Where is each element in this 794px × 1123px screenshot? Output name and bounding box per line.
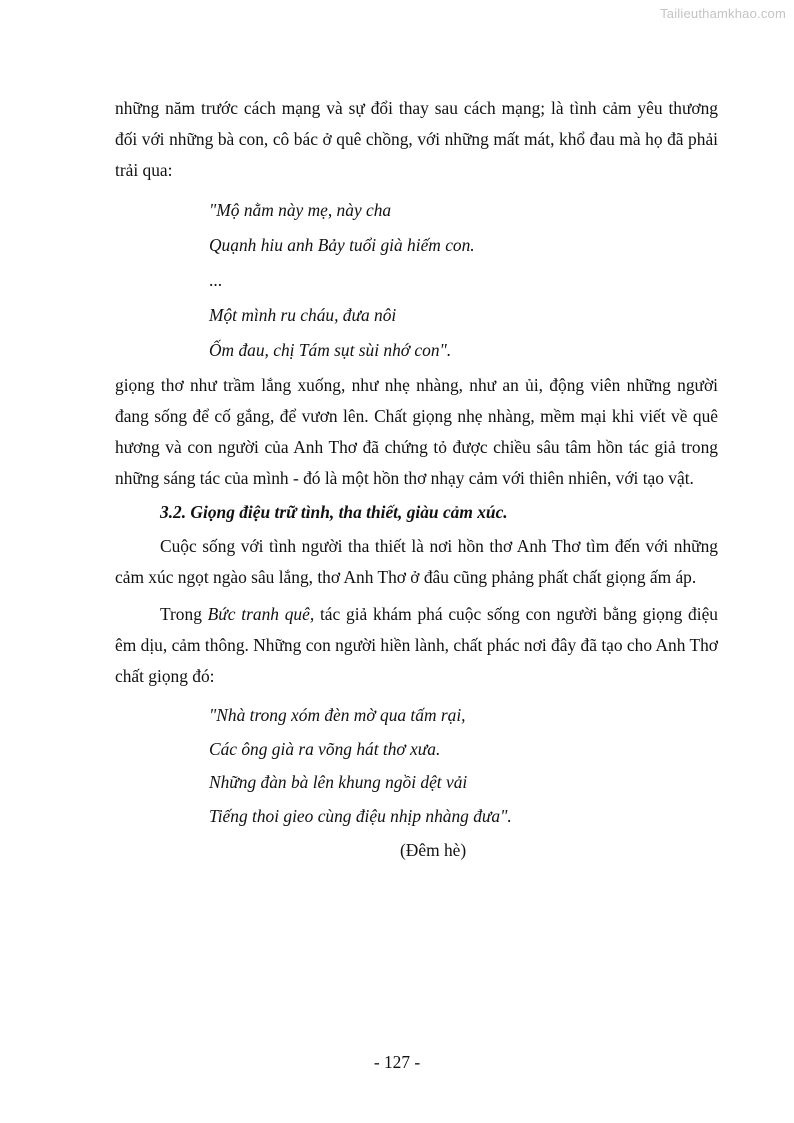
poem-1-line: "Mộ nằm này mẹ, này cha	[209, 200, 392, 220]
page-number: - 127 -	[373, 1052, 421, 1072]
poem-2-line: "Nhà trong xóm đèn mờ qua tấm rại,	[209, 705, 466, 725]
paragraph-4-before: Trong	[160, 604, 208, 624]
paragraph-4-after: tác giả khám phá cuộc sống con người bằng giọng điệu êm dịu, cảm thông. Những con người hiền lành, chất phác nơi đây đã tạo cho Anh Thơ chất giọng đó:	[115, 604, 718, 686]
poem-2	[115, 699, 718, 833]
paragraph-3: Cuộc sống với tình người tha thiết là nơi hồn thơ Anh Thơ tìm đến với những cảm xúc ngọt ngào sâu lắng, thơ Anh Thơ ở đâu cũng phảng phất chất giọng ấm áp.	[115, 536, 718, 587]
poem-1-line: ...	[209, 270, 223, 290]
page-content	[115, 93, 718, 867]
paragraph-4	[115, 599, 718, 692]
poem-1-line: Một mình ru cháu, đưa nôi	[209, 305, 397, 325]
poem-2-line: Các ông già ra võng hát thơ xưa.	[209, 738, 441, 759]
poem-source: (Đêm hè)	[400, 840, 467, 860]
section-heading: 3.2. Giọng điệu trữ tình, tha thiết, giàu cảm xúc.	[160, 502, 508, 522]
poem-1-line: Quạnh hiu anh Bảy tuổi già hiếm con.	[209, 235, 475, 255]
poem-2-line: Tiếng thoi gieo cùng điệu nhịp nhàng đưa".	[209, 805, 512, 826]
paragraph-2: giọng thơ như trầm lắng xuống, như nhẹ nhàng, như an ủi, động viên những người đang sống để cố gắng, để vươn lên. Chất giọng nhẹ nhàng, mềm mại khi viết về quê hương và con người của Anh Thơ đã chứng tỏ được chiều sâu tâm hồn tác giả trong những sáng tác của mình - đó là một hồn thơ nhạy cảm với thiên nhiên, với tạo vật.	[115, 375, 718, 488]
poem-1	[115, 193, 718, 368]
watermark: Tailieuthamkhao.com	[660, 6, 786, 21]
poem-1-line: Ốm đau, chị Tám sụt sùi nhớ con".	[209, 340, 452, 360]
poem-2-line: Những đàn bà lên khung ngồi dệt vải	[209, 772, 468, 792]
work-title: Bức tranh quê,	[207, 604, 315, 624]
paragraph-1: những năm trước cách mạng và sự đổi thay sau cách mạng; là tình cảm yêu thương đối với những bà con, cô bác ở quê chồng, với những mất mát, khổ đau mà họ đã phải trải qua:	[115, 98, 718, 180]
